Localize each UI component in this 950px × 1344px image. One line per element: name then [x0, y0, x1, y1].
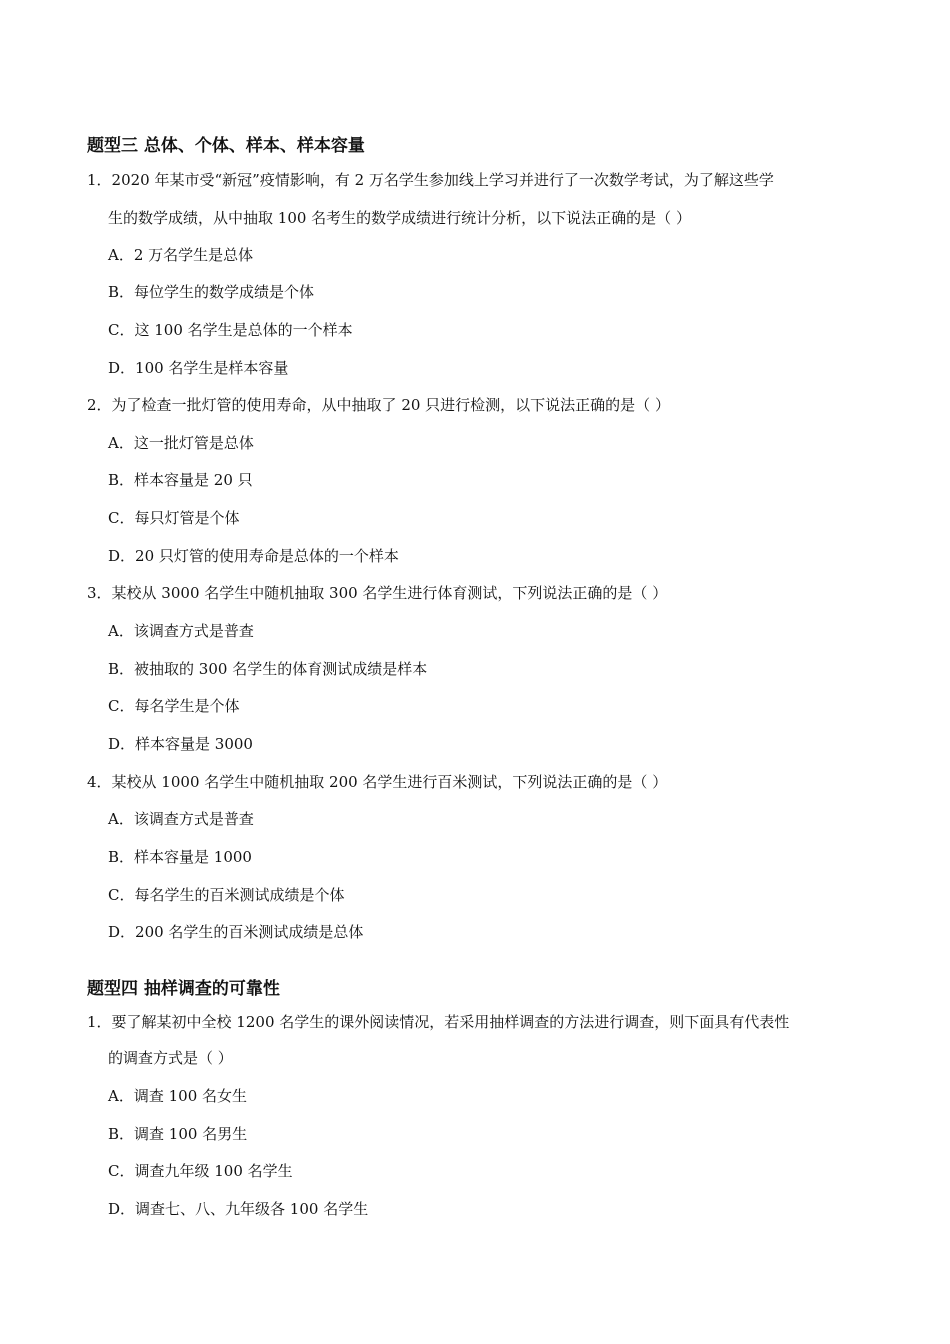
- section-title: 题型四 抽样调查的可靠性: [87, 979, 280, 999]
- question-3-line-1: 3．某校从 3000 名学生中随机抽取 300 名学生进行体育测试，下列说法正确的是（ ）: [87, 584, 668, 602]
- question-1-line-1: 1．2020 年某市受“新冠”疫情影响，有 2 万名学生参加线上学习并进行了一次数学考试，为了解这些学: [87, 171, 774, 189]
- option-b: B．每位学生的数学成绩是个体: [108, 283, 315, 301]
- option-d: D．100 名学生是样本容量: [108, 359, 289, 377]
- question-1-line-2: 生的数学成绩，从中抽取 100 名考生的数学成绩进行统计分析，以下说法正确的是（ ）: [108, 209, 691, 227]
- option-d: D．调查七、八、九年级各 100 名学生: [108, 1200, 369, 1218]
- option-c: C．这 100 名学生是总体的一个样本: [108, 321, 353, 339]
- section-title: 题型三 总体、个体、样本、样本容量: [87, 136, 365, 156]
- option-c: C．每只灯管是个体: [108, 509, 240, 527]
- option-c: C．每名学生的百米测试成绩是个体: [108, 886, 345, 904]
- option-a: A．这一批灯管是总体: [108, 434, 254, 452]
- option-b: B．样本容量是 1000: [108, 848, 252, 866]
- option-b: B．被抽取的 300 名学生的体育测试成绩是样本: [108, 660, 428, 678]
- option-b: B．调查 100 名男生: [108, 1125, 248, 1143]
- option-a: A．该调查方式是普查: [108, 810, 254, 828]
- option-b: B．样本容量是 20 只: [108, 471, 253, 489]
- question-4-line-1: 4．某校从 1000 名学生中随机抽取 200 名学生进行百米测试，下列说法正确的是（ ）: [87, 773, 668, 791]
- option-d: D．200 名学生的百米测试成绩是总体: [108, 923, 364, 941]
- question-1-line-2: 的调查方式是（ ）: [108, 1049, 233, 1067]
- option-a: A．该调查方式是普查: [108, 622, 254, 640]
- option-a: A．调查 100 名女生: [108, 1087, 247, 1105]
- option-d: D．样本容量是 3000: [108, 735, 253, 753]
- option-c: C．每名学生是个体: [108, 697, 240, 715]
- option-d: D．20 只灯管的使用寿命是总体的一个样本: [108, 547, 399, 565]
- question-2-line-1: 2．为了检查一批灯管的使用寿命，从中抽取了 20 只进行检测，以下说法正确的是（ ）: [87, 396, 670, 414]
- question-1-line-1: 1．要了解某初中全校 1200 名学生的课外阅读情况，若采用抽样调查的方法进行调查，则下面具有代表性: [87, 1013, 790, 1031]
- option-c: C．调查九年级 100 名学生: [108, 1162, 293, 1180]
- option-a: A．2 万名学生是总体: [108, 246, 254, 264]
